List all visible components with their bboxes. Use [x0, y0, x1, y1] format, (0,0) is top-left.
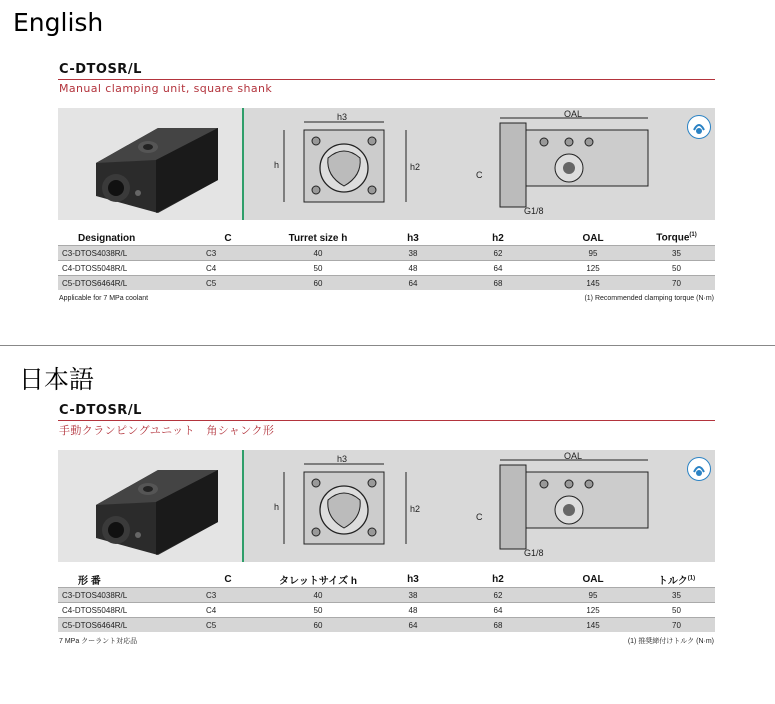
col-turret: タレットサイズ h [279, 576, 357, 587]
coolant-note: 7 MPa クーラント対応品 [59, 638, 138, 645]
cell: C3 [198, 246, 258, 261]
product-subtitle: Manual clamping unit, square shank [59, 82, 273, 95]
cell: 38 [378, 588, 448, 603]
col-designation: Designation [78, 232, 136, 244]
cell: C4-DTOS5048R/L [62, 263, 128, 273]
dim-g: G1/8 [524, 548, 544, 558]
dim-c: C [476, 170, 483, 180]
cell: 50 [313, 605, 323, 615]
product-photo [58, 108, 242, 220]
cell: C5-DTOS6464R/L [58, 618, 198, 633]
dim-h3: h3 [337, 112, 348, 122]
torque-note: (1) Recommended clamping torque (N·m) [584, 295, 714, 302]
cell: C4-DTOS5048R/L [62, 605, 128, 615]
table-row [58, 618, 715, 633]
col-h3: h3 [407, 232, 419, 244]
product-subtitle: 手動クランピングユニット 角シャンク形 [59, 424, 275, 437]
cell: 145 [548, 276, 638, 291]
spec-table [58, 231, 715, 290]
language-label: English [13, 8, 104, 37]
cell: 48 [408, 263, 418, 273]
cell: 60 [258, 618, 378, 633]
col-torque: Torque$^{(1)}$ [656, 232, 697, 244]
product-photo [58, 450, 242, 562]
cell: 68 [448, 276, 548, 291]
technical-drawing [244, 108, 715, 220]
table-row [58, 276, 715, 291]
dim-c: C [476, 512, 483, 522]
cell: 62 [448, 588, 548, 603]
cell: 125 [586, 263, 600, 273]
technical-drawing [244, 450, 715, 562]
col-c: C [224, 232, 232, 244]
torque-note: (1) 推奨締付けトルク (N·m) [627, 638, 714, 645]
dim-h2: h2 [410, 504, 421, 514]
cell: 64 [378, 276, 448, 291]
cell: 40 [258, 588, 378, 603]
japanese-section [0, 346, 775, 704]
cell: 64 [378, 618, 448, 633]
cell: C3 [198, 588, 258, 603]
col-turret: Turret size h [288, 232, 348, 244]
dim-oal: OAL [564, 109, 583, 119]
cell: 95 [548, 246, 638, 261]
cell: C3-DTOS4038R/L [58, 246, 198, 261]
table-row [58, 588, 715, 603]
cell: 125 [586, 605, 600, 615]
spec-table [58, 572, 715, 632]
dim-h3: h3 [337, 454, 348, 464]
cell: C5-DTOS6464R/L [58, 276, 198, 291]
title-rule [58, 420, 715, 421]
cell: 64 [493, 263, 503, 273]
product-image-band [58, 450, 715, 562]
dim-oal: OAL [564, 451, 583, 461]
cell: 70 [638, 618, 715, 633]
col-torque: トルク$^{(1)}$ [657, 575, 696, 587]
col-oal: OAL [582, 574, 604, 585]
product-code: C-DTOSR/L [59, 403, 142, 418]
col-c: C [224, 574, 232, 585]
cell: C5 [198, 618, 258, 633]
col-h2: h2 [492, 232, 504, 244]
table-header-row [58, 231, 715, 246]
cell: 68 [448, 618, 548, 633]
cell: C4 [206, 263, 217, 273]
cell: 35 [638, 246, 715, 261]
table-row [58, 246, 715, 261]
dim-h2: h2 [410, 162, 421, 172]
table-row [58, 603, 715, 618]
cell: 38 [378, 246, 448, 261]
cell: 35 [638, 588, 715, 603]
dim-g: G1/8 [524, 206, 544, 216]
col-h2: h2 [492, 574, 504, 585]
cell: 40 [258, 246, 378, 261]
language-label: 日本語 [19, 365, 95, 394]
cell: C3-DTOS4038R/L [58, 588, 198, 603]
col-oal: OAL [582, 232, 604, 244]
cell: 50 [672, 605, 681, 615]
dim-h: h [274, 502, 280, 512]
cell: 64 [493, 605, 503, 615]
coolant-note: Applicable for 7 MPa coolant [59, 295, 149, 302]
cell: 95 [548, 588, 638, 603]
cell: 50 [313, 263, 323, 273]
coolant-icon [687, 457, 711, 481]
table-row [58, 261, 715, 276]
col-h3: h3 [407, 574, 419, 585]
product-image-band [58, 108, 715, 220]
cell: 62 [448, 246, 548, 261]
english-section [0, 0, 775, 345]
cell: 48 [408, 605, 418, 615]
title-rule [58, 79, 715, 80]
cell: 50 [672, 263, 681, 273]
table-header-row [58, 572, 715, 588]
cell: C5 [198, 276, 258, 291]
product-code: C-DTOSR/L [59, 62, 142, 77]
dim-h: h [274, 160, 280, 170]
cell: C4 [206, 605, 217, 615]
cell: 145 [548, 618, 638, 633]
col-designation: 形 番 [78, 576, 101, 587]
coolant-icon [687, 115, 711, 139]
cell: 70 [638, 276, 715, 291]
cell: 60 [258, 276, 378, 291]
